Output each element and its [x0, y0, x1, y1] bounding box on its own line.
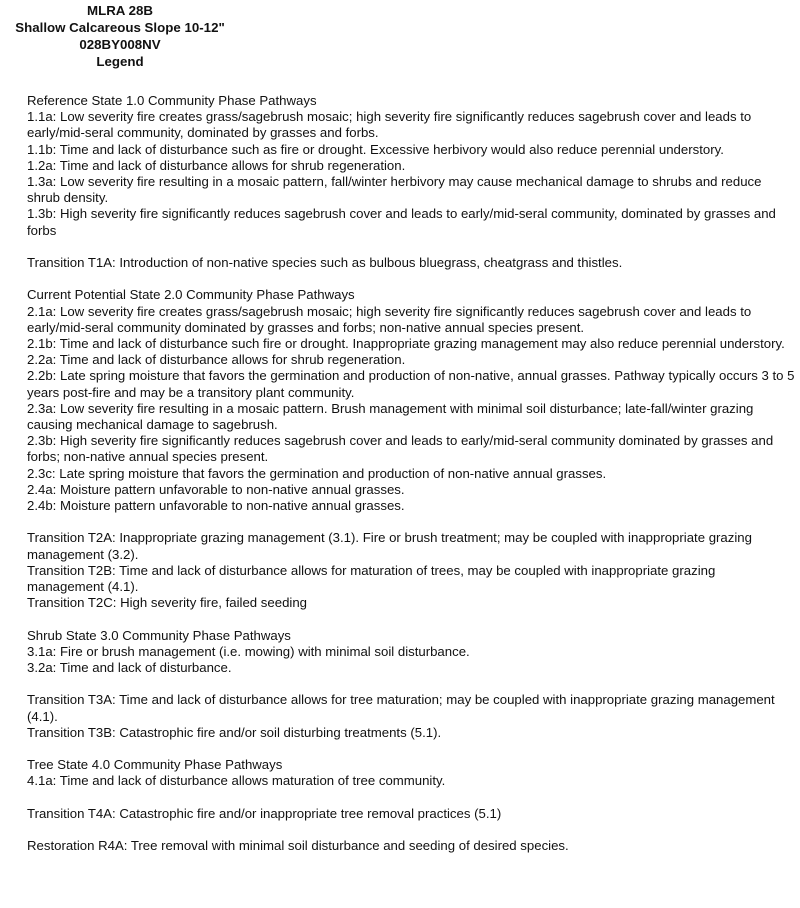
- ecosite-id: 028BY008NV: [79, 37, 161, 52]
- legend-title: Legend: [96, 54, 144, 69]
- transition-t2a: Transition T2A: Inappropriate grazing management (3.1). Fire or brush treatment; may be coupled with inappropriate grazing management (3.2).: [27, 530, 752, 562]
- mlra-title: MLRA 28B: [87, 3, 153, 18]
- section-heading: Shrub State 3.0 Community Phase Pathways: [27, 627, 291, 643]
- transition-t2c: Transition T2C: High severity fire, failed seeding: [27, 595, 307, 611]
- restoration-r4a: Restoration R4A: Tree removal with minimal soil disturbance and seeding of desired species.: [27, 838, 569, 854]
- tree-state-section: [27, 757, 795, 789]
- pathway-2-3a: 2.3a: Low severity fire resulting in a mosaic pattern. Brush management with minimal soil disturbance; late-fall/winter grazing causing mechanical damage to sagebrush.: [27, 400, 754, 433]
- pathway-1-3b: 1.3b: High severity fire significantly reduces sagebrush cover and leads to early/mid-seral community, dominated by grasses and forbs: [27, 206, 776, 238]
- section-heading: Tree State 4.0 Community Phase Pathways: [27, 757, 283, 773]
- section-heading: Reference State 1.0 Community Phase Pathways: [27, 93, 317, 108]
- pathway-3-1a: 3.1a: Fire or brush management (i.e. mowing) with minimal soil disturbance.: [27, 643, 470, 659]
- pathway-1-1a: 1.1a: Low severity fire creates grass/sagebrush mosaic; high severity fire significantly reduces sagebrush cover and leads to early/mid-seral community, dominated by grasses and forbs.: [27, 109, 752, 141]
- transition-t2b: Transition T2B: Time and lack of disturbance allows for maturation of trees, may be coupled with inappropriate grazing management (4.1).: [27, 562, 716, 595]
- pathway-2-3b: 2.3b: High severity fire significantly reduces sagebrush cover and leads to early/mid-seral community dominated by grasses and forbs; non-native annual species present.: [27, 433, 774, 465]
- transition-t4a: Transition T4A: Catastrophic fire and/or inappropriate tree removal practices (5.1): [27, 805, 502, 821]
- legend-header: [0, 2, 240, 70]
- pathway-2-4a: 2.4a: Moisture pattern unfavorable to non-native annual grasses.: [27, 481, 405, 497]
- pathway-1-1b: 1.1b: Time and lack of disturbance such as fire or drought. Excessive herbivory would also reduce perennial understory.: [27, 141, 724, 157]
- pathway-2-1b: 2.1b: Time and lack of disturbance such fire or drought. Inappropriate grazing management may also reduce perennial understory.: [27, 336, 785, 352]
- ecosite-name: Shallow Calcareous Slope 10-12": [15, 20, 225, 35]
- pathway-1-3a: 1.3a: Low severity fire resulting in a mosaic pattern, fall/winter herbivory may cause mechanical damage to shrubs and reduce shrub density.: [27, 174, 762, 206]
- current-potential-state-section: [27, 287, 795, 514]
- pathway-1-2a: 1.2a: Time and lack of disturbance allows for shrub regeneration.: [27, 157, 406, 173]
- pathway-2-1a: 2.1a: Low severity fire creates grass/sagebrush mosaic; high severity fire significantly reduces sagebrush cover and leads to early/mid-seral community dominated by grasses and forbs; non-native annual species present.: [27, 303, 752, 335]
- pathway-2-2a: 2.2a: Time and lack of disturbance allows for shrub regeneration.: [27, 352, 406, 368]
- pathway-2-2b: 2.2b: Late spring moisture that favors the germination and production of non-native, annual grasses. Pathway typically occurs 3 to 5 years post-fire and may be a transitory plant community.: [27, 368, 795, 400]
- transition-t3b: Transition T3B: Catastrophic fire and/or soil disturbing treatments (5.1).: [27, 724, 442, 740]
- section-heading: Current Potential State 2.0 Community Phase Pathways: [27, 287, 355, 303]
- pathway-4-1a: 4.1a: Time and lack of disturbance allows maturation of tree community.: [27, 773, 446, 789]
- shrub-state-section: [27, 628, 795, 677]
- transition-t2-section: [27, 530, 795, 611]
- transition-t1a-section: [27, 255, 795, 271]
- reference-state-section: [27, 93, 795, 239]
- pathway-2-3c: 2.3c: Late spring moisture that favors the germination and production of non-native annual grasses.: [27, 465, 607, 481]
- restoration-r4a-section: [27, 838, 795, 854]
- pathway-3-2a: 3.2a: Time and lack of disturbance.: [27, 660, 232, 676]
- transition-t3-section: [27, 692, 795, 741]
- legend-body: [27, 93, 795, 871]
- transition-t1a: Transition T1A: Introduction of non-native species such as bulbous bluegrass, cheatgrass and thistles.: [27, 255, 623, 271]
- pathway-2-4b: 2.4b: Moisture pattern unfavorable to non-native annual grasses.: [27, 498, 405, 514]
- transition-t3a: Transition T3A: Time and lack of disturbance allows for tree maturation; may be coupled with inappropriate grazing management (4.1).: [27, 692, 775, 724]
- transition-t4a-section: [27, 806, 795, 822]
